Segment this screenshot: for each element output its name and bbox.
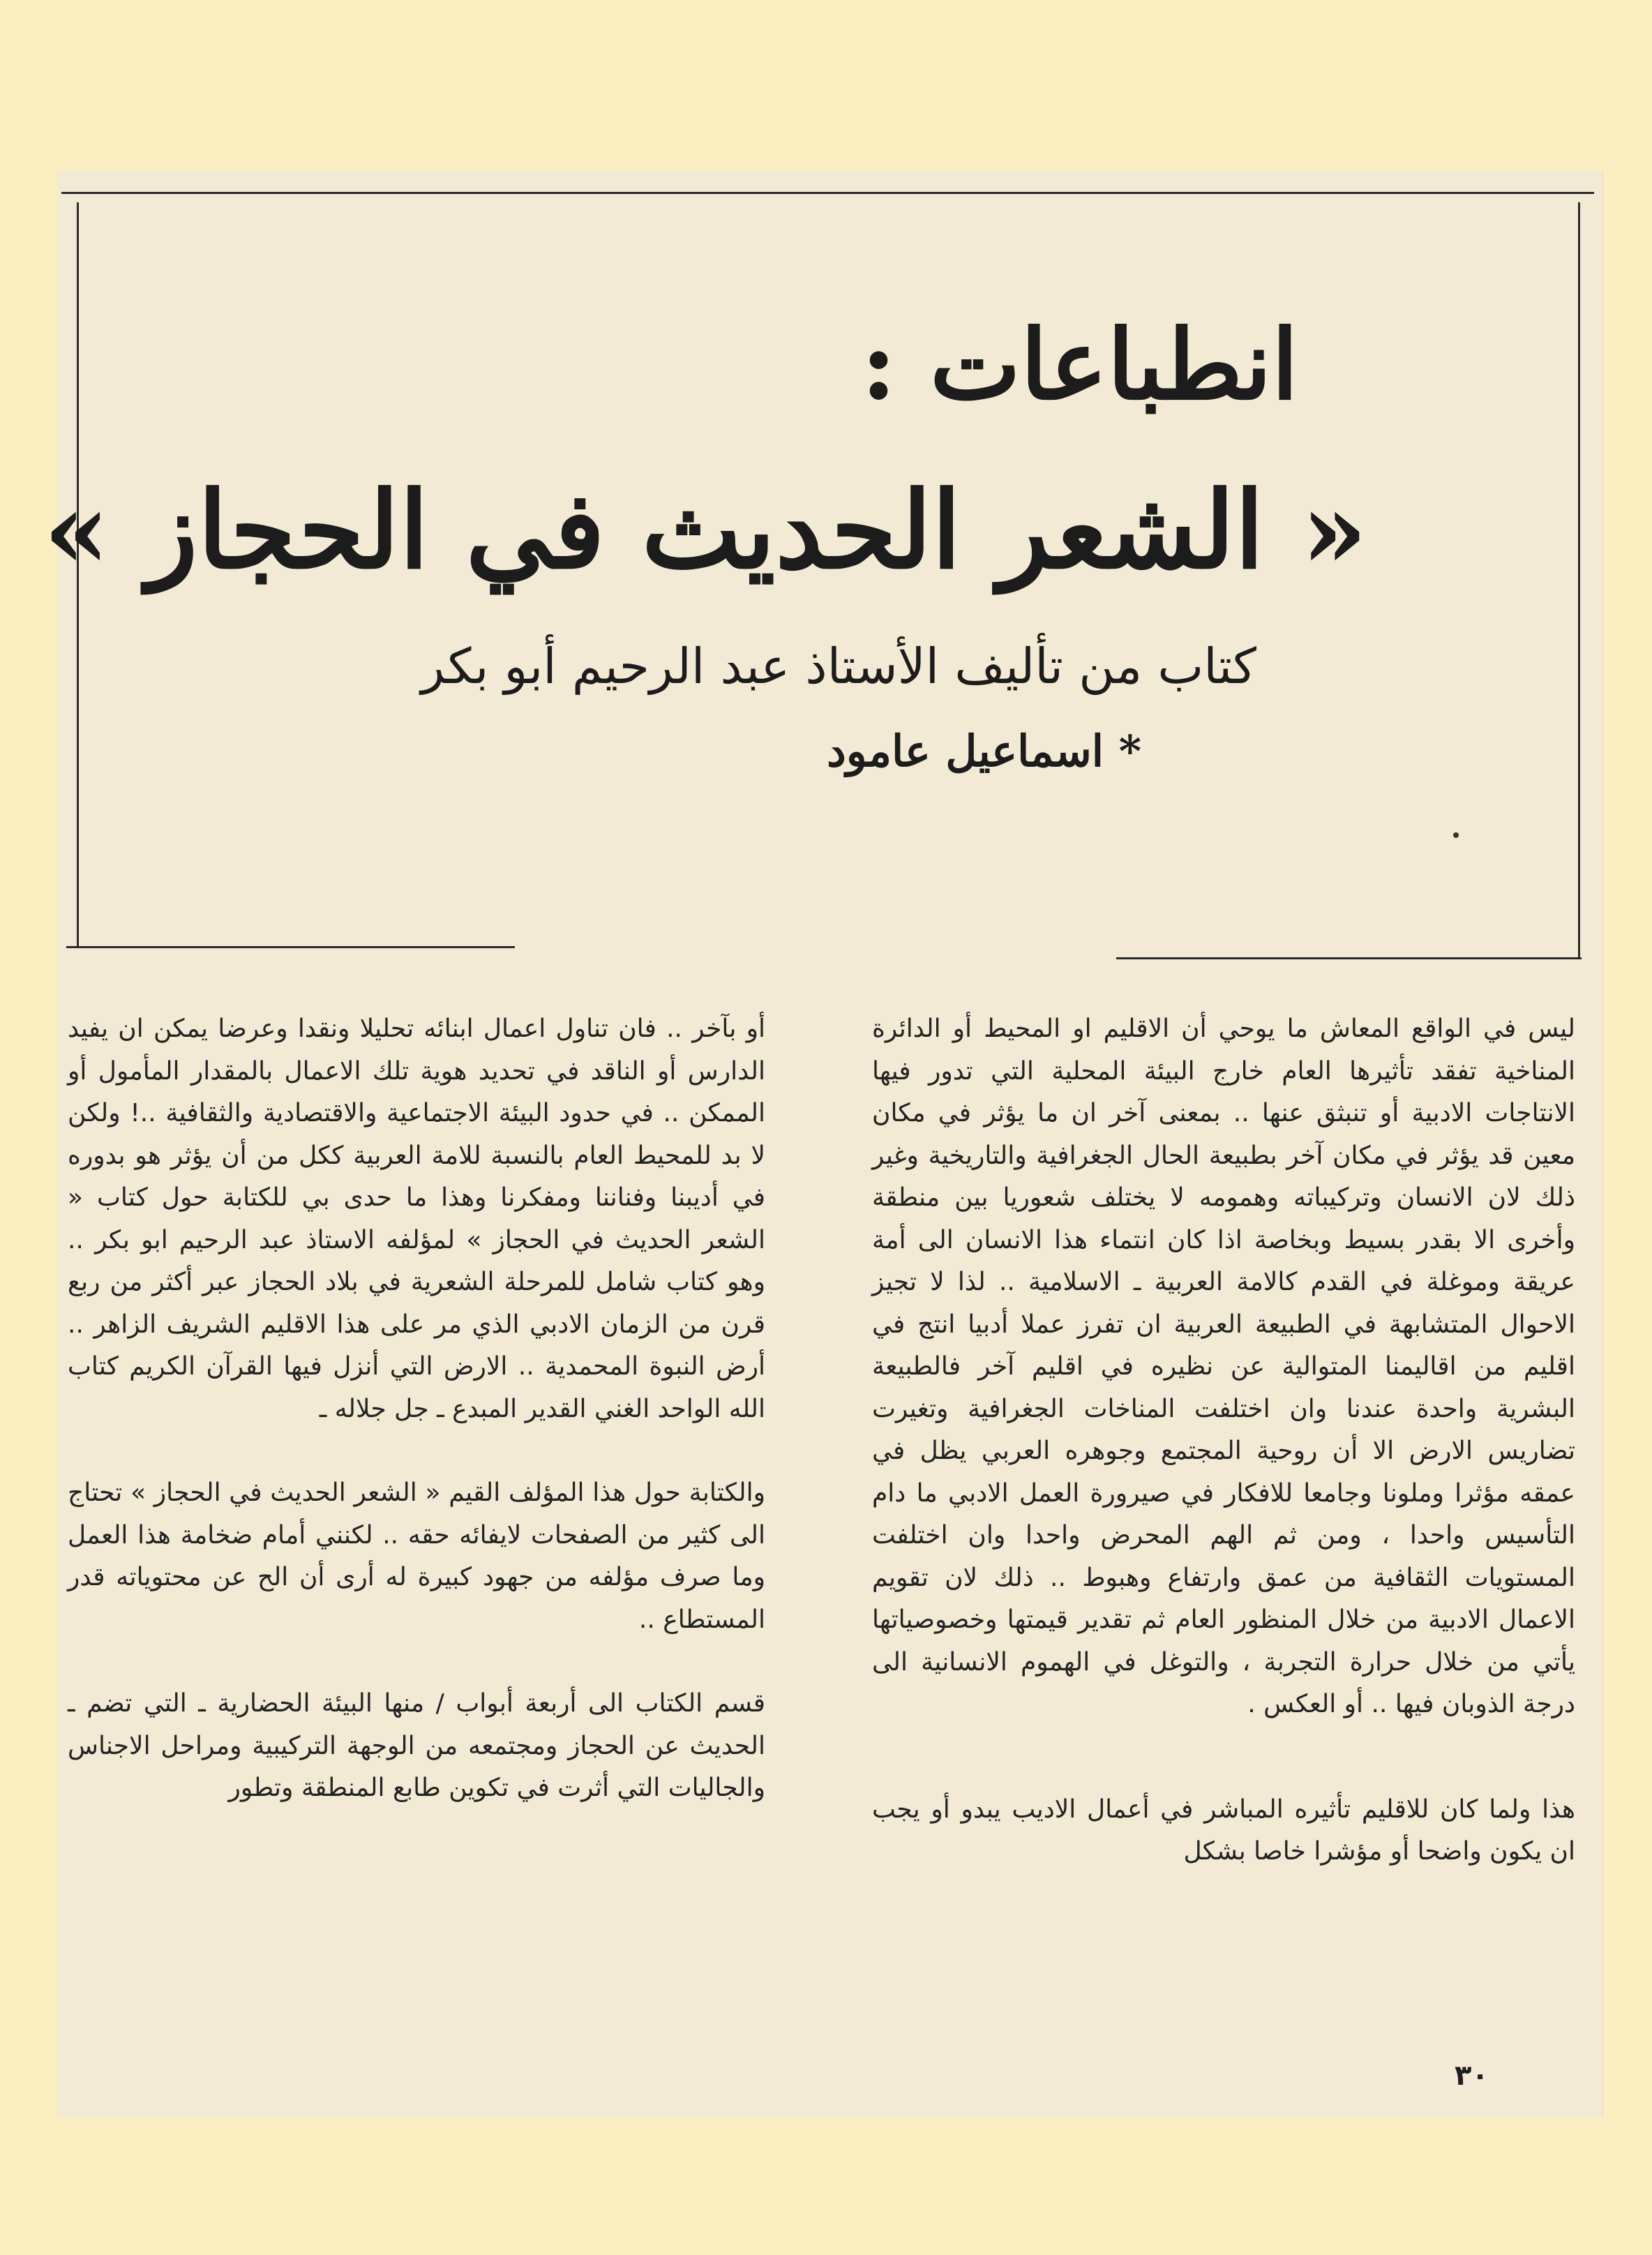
paragraph: هذا ولما كان للاقليم تأثيره المباشر في أعمال الاديب يبدو أو يجب ان يكون واضحا أو مؤشرا خاصا بشكل [872, 1795, 1575, 1866]
header-rule-top [61, 192, 1594, 194]
paragraph: ليس في الواقع المعاش ما يوحي أن الاقليم او المحيط أو الدائرة المناخية تفقد تأثيرها العام خارج البيئة المحلية التي تدور فيها الانتاجات الادبية أو تنبثق عنها .. بمعنى آخر ان ما يؤثر في مكان معين قد يؤثر في مكان آخر بطبيعة الحال الجغرافية والتاريخية وغير ذلك لان الانسان وتركيباته وهمومه لا يختلف شعوريا بين منطقة وأخرى الا بقدر بسيط وبخاصة اذا كان انتماء هذا الانسان الى أمة عريقة وموغلة في القدم كالامة العربية ـ الاسلامية .. لذا لا تجيز الاحوال المتشابهة في الطبيعة العربية ان تفرز عملا أدبيا انتج في اقليم من اقاليمنا المتوالية عن نظيره في اقليم آخر فالطبيعة البشرية واحدة عندنا وان اختلفت المناخات الجغرافية وتغيرت تضاريس الارض الا أن روحية المجتمع وجوهره العربي يظل في عمقه مؤثرا وملونا وجامعا للافكار في صيرورة العمل الادبي ما دام التأسيس واحدا ، ومن ثم الهم المحرض واحدا وان اختلفت المستويات الثقافية من عمق وارتفاع وهبوط .. ذلك لان تقويم الاعمال الادبية من خلال المنظور العام ثم تقدير قيمتها وخصوصياتها يأتي من خلال حرارة التجربة ، والتوغل في الهموم الانسانية الى درجة الذوبان فيها .. أو العكس . [872, 1014, 1575, 1718]
article-title: « الشعر الحديث في الحجاز » [43, 467, 1367, 592]
paragraph: والكتابة حول هذا المؤلف القيم « الشعر الحديث في الحجاز » تحتاج الى كثير من الصفحات لايفائه حقه .. لكنني أمام ضخامة هذا العمل وما صرف مؤلفه من جهود كبيرة له أرى أن الح عن محتوياته قدر المستطاع .. [68, 1478, 765, 1634]
header-rule-bottom-left [66, 946, 515, 948]
header-dot [1453, 832, 1459, 838]
header-rule-bottom-right [1116, 957, 1582, 959]
page-number: ٣٠ [1455, 2060, 1489, 2092]
paragraph: قسم الكتاب الى أربعة أبواب / منها البيئة الحضارية ـ التي تضم ـ الحديث عن الحجاز ومجتمعه من الوجهة التركيبية ومراحل الاجناس والجاليات التي أثرت في تكوين طابع المنطقة وتطور [68, 1689, 765, 1802]
paragraph: أو بآخر .. فان تناول اعمال ابنائه تحليلا ونقدا وعرضا يمكن ان يفيد الدارس أو الناقد في تحديد هوية تلك الاعمال بالمقدار المأمول أو الممكن .. في حدود البيئة الاجتماعية والاقتصادية والثقافية ..! ولكن لا بد للمحيط العام بالنسبة للامة العربية ككل من أن يؤثر هو بدوره في أديبنا وفناننا ومفكرنا وهذا ما حدى بي للكتابة حول كتاب « الشعر الحديث في الحجاز » لمؤلفه الاستاذ عبد الرحيم ابو بكر .. وهو كتاب شامل للمرحلة الشعرية في بلاد الحجاز عبر أكثر من ربع قرن من الزمان الادبي الذي مر على هذا الاقليم الشريف الزاهر .. أرض النبوة المحمدية .. الارض التي أنزل فيها القرآن الكريم كتاب الله الواحد الغني القدير المبدع ـ جل جلاله ـ [68, 1014, 765, 1423]
article-subtitle: كتاب من تأليف الأستاذ عبد الرحيم أبو بكر [421, 638, 1256, 695]
article-column-left [68, 1008, 765, 1810]
article-column-right [872, 1008, 1575, 1873]
article-kicker: انطباعات : [861, 308, 1298, 421]
header-rule-right [1578, 202, 1580, 959]
author-byline: * اسماعيل عامود [827, 726, 1141, 777]
